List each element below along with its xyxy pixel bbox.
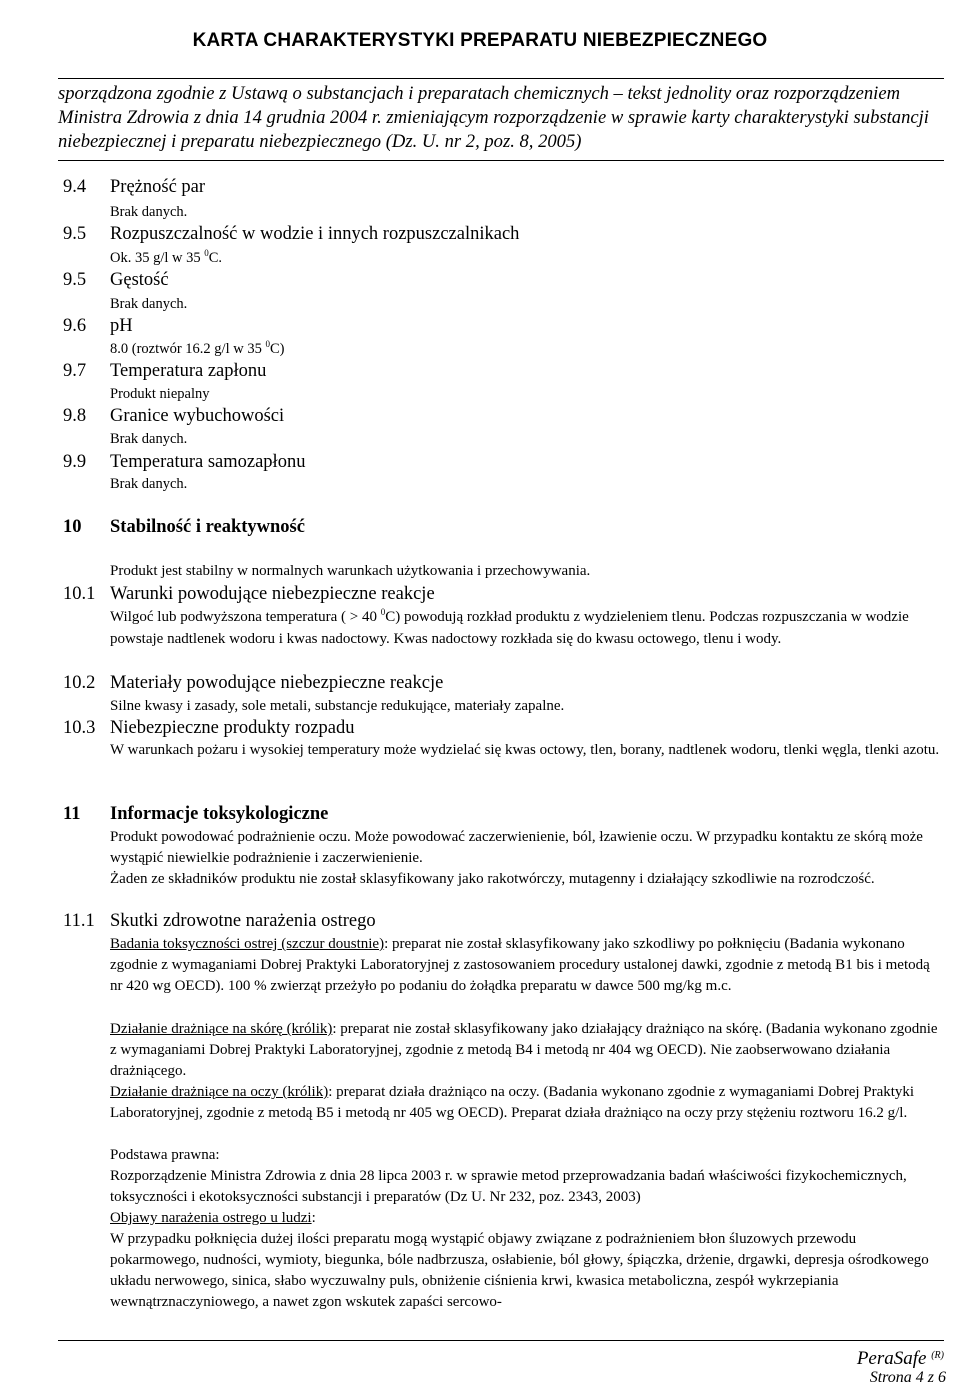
sub-10-2-text: Silne kwasy i zasady, sole metali, substancje redukujące, materiały zapalne. [110,698,565,714]
acute-oral-toxicity-label: Badania toksyczności ostrej (szczur doustnie) [110,936,385,952]
acute-symptoms-text: W przypadku połknięcia dużej ilości preparatu mogą wystąpić objawy związane z podrażnieniem błon śluzowych przewodu pokarmowego, nudności, wymioty, biegunka, bóle nadbrzusza, osłabienie, ból głowy, śpiączka, drżenie, drgawki, depresja ośrodkowego układu nerwowego, sinica, słabo wyczuwalny puls, obniżenie ciśnienia krwi, kwasica metaboliczna, zespół wykrzepiania wewnątrznaczyniowego, a nawet zgon wskutek zapaści sercowo- [110,1231,929,1310]
sub-10-1-title: Warunki powodujące niebezpieczne reakcje [110,584,435,604]
footer-page-number: Strona 4 z 6 [869,1369,946,1386]
item-9-6-title: pH [110,316,133,336]
sub-10-3-text: W warunkach pożaru i wysokiej temperatury może wydzielać się kwas octowy, tlen, borany, nadtlenek wodoru, tlenki węgla, tlenki azotu. [110,742,940,758]
item-9-8-number: 9.8 [63,406,87,426]
document-title: KARTA CHARAKTERYSTYKI PREPARATU NIEBEZPIECZNEGO [192,30,768,51]
legal-basis-label: Podstawa prawna: [110,1147,220,1163]
section-11-intro-1: Produkt powodować podrażnienie oczu. Może powodować zaczerwienienie, ból, łzawienie oczu. W przypadku kontaktu ze skórą może wystąpić niewielkie podrażnienie i zaczerwienienie. [110,829,923,866]
section-11-title: Informacje toksykologiczne [110,804,329,824]
sub-10-3-number: 10.3 [63,718,96,738]
eye-irritation-label: Działanie drażniące na oczy (królik) [110,1084,329,1100]
item-9-7-value: Produkt niepalny [110,386,210,402]
sub-10-2-title: Materiały powodujące niebezpieczne reakcje [110,673,444,693]
header-rule-bottom [58,160,944,161]
sub-10-2-number: 10.2 [63,673,96,693]
footer-brand: PeraSafe $^{(R)}$ [856,1348,944,1369]
item-9-5b-number: 9.5 [63,270,87,290]
section-10-number: 10 [63,517,82,537]
item-9-9-title: Temperatura samozapłonu [110,452,306,472]
item-9-5a-number: 9.5 [63,224,87,244]
document-subtitle: sporządzona zgodnie z Ustawą o substancjach i preparatach chemicznych – tekst jednolity oraz rozporządzeniem Ministra Zdrowia z dnia 14 grudnia 2004 r. zmieniającym rozporządzenie w sprawie karty charakterystyki substancji niebezpiecznej i preparatu niebezpiecznego (Dz. U. nr 2, poz. 8, 2005) [58,83,929,152]
acute-oral-toxicity-paragraph: Badania toksyczności ostrej (szczur doustnie): preparat nie został sklasyfikowany jako szkodliwy po połknięciu (Badania wykonano zgodnie z wymaganiami Dobrej Praktyki Laboratoryjnej z zastosowaniem procedury ustalonej dawki, zgodnie z metodą B1 bis i metodą nr 420 wg OECD). 100 % zwierząt przeżyło po podaniu do żołądka preparatu w dawce 500 mg/kg m.c. [110,936,930,994]
skin-irritation-label: Działanie drażniące na skórę (królik) [110,1021,333,1037]
item-9-9-value: Brak danych. [110,476,188,492]
sub-10-1-text: Wilgoć lub podwyższona temperatura ( > 40 $^0$C) powodują rozkład produktu z wydzieleniem tlenu. Podczas rozpuszczania w wodzie powstaje nadtlenek wodoru i kwas nadoctowy. Kwas nadoctowy rozkłada się do kwasu octowego, tlenu i wody. [110,607,909,647]
sub-10-3-title: Niebezpieczne produkty rozpadu [110,718,355,738]
item-9-6-number: 9.6 [63,316,87,336]
item-9-7-number: 9.7 [63,361,87,381]
item-9-4-title: Prężność par [110,177,206,197]
item-9-5a-title: Rozpuszczalność w wodzie i innych rozpuszczalnikach [110,224,520,244]
item-9-5b-title: Gęstość [110,270,169,290]
section-10-intro: Produkt jest stabilny w normalnych warunkach użytkowania i przechowywania. [110,563,591,579]
item-9-5b-value: Brak danych. [110,296,188,312]
item-9-9-number: 9.9 [63,452,87,472]
item-9-5a-value: Ok. 35 g/l w 35 $^0$C. [110,248,223,266]
sub-10-1-number: 10.1 [63,584,96,604]
item-9-6-value: 8.0 (roztwór 16.2 g/l w 35 $^0$C) [110,339,285,357]
item-9-8-value: Brak danych. [110,431,188,447]
footer-rule [58,1340,944,1341]
legal-basis-text: Rozporządzenie Ministra Zdrowia z dnia 28 lipca 2003 r. w sprawie metod przeprowadzania badań właściwości fizykochemicznych, toksyczności i ekotoksyczności substancji i preparatów (Dz U. Nr 232, poz. 2343, 2003) [110,1168,907,1205]
section-10-title: Stabilność i reaktywność [110,517,305,537]
item-9-8-title: Granice wybuchowości [110,406,285,426]
sub-11-1-number: 11.1 [63,911,95,931]
item-9-7-title: Temperatura zapłonu [110,361,267,381]
item-9-4-value: Brak danych. [110,204,188,220]
eye-irritation-paragraph: Działanie drażniące na oczy (królik): preparat działa drażniąco na oczy. (Badania wykonano zgodnie z wymaganiami Dobrej Praktyki Laboratoryjnej, zgodnie z metodą B5 i metodą nr 405 wg OECD). Preparat działa drażniąco na oczy przy stężeniu roztworu 16.2 g/l. [110,1084,915,1121]
section-11-intro-2: Żaden ze składników produktu nie został sklasyfikowany jako rakotwórczy, mutagenny i działający szkodliwie na rozrodczość. [110,871,875,887]
section-11-number: 11 [63,804,81,824]
sub-11-1-title: Skutki zdrowotne narażenia ostrego [110,911,376,931]
acute-symptoms-heading: Objawy narażenia ostrego u ludzi: [110,1210,316,1226]
skin-irritation-paragraph: Działanie drażniące na skórę (królik): preparat nie został sklasyfikowany jako działający drażniąco na skórę. (Badania wykonano zgodnie z wymaganiami Dobrej Praktyki Laboratoryjnej, zgodnie z metodą B4 i metodą nr 404 wg OECD). Nie zaobserwowano działania drażniącego. [110,1021,938,1079]
item-9-4-number: 9.4 [63,177,87,197]
header-rule-top [58,78,944,79]
